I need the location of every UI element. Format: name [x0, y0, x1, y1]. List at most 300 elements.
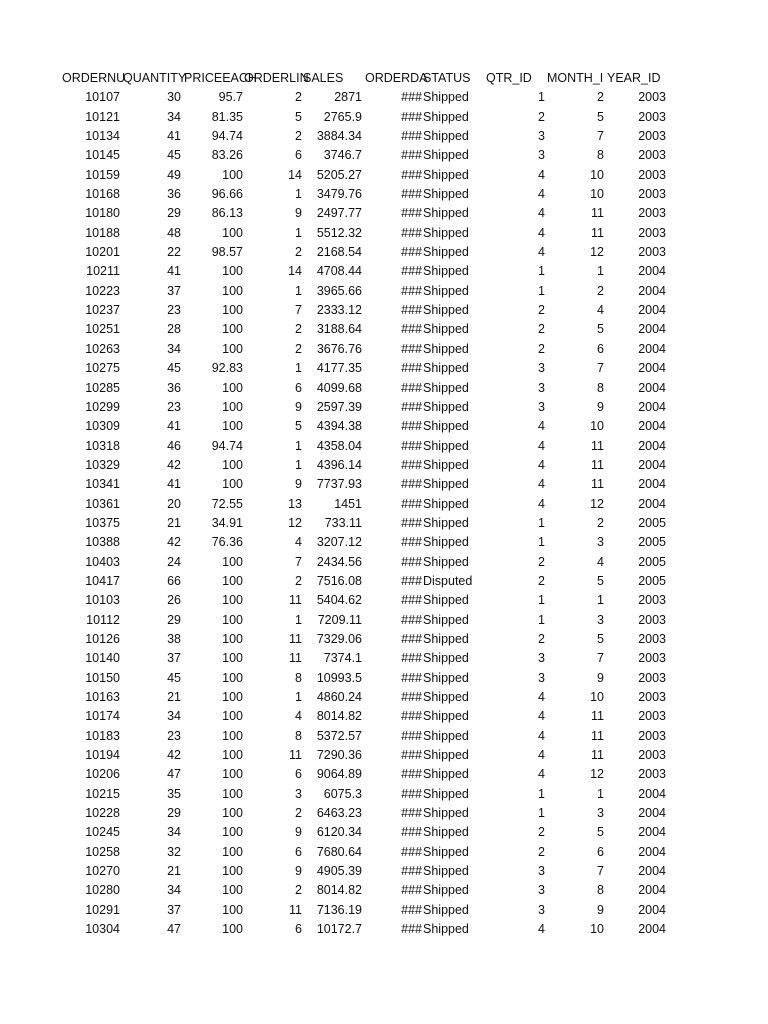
price-each-cell: 92.83 — [211, 361, 243, 376]
order-number-cell: 10258 — [85, 844, 120, 859]
price-each-cell: 100 — [222, 419, 243, 434]
qtr-id-cell: 2 — [538, 341, 545, 356]
price-each-cell: 34.91 — [211, 515, 243, 530]
status-cell: Shipped — [423, 728, 469, 743]
qtr-id-cell: 4 — [538, 225, 545, 240]
quantity-cell: 45 — [167, 670, 181, 685]
column-header: PRICEEACH — [184, 71, 257, 85]
table-row — [62, 533, 672, 552]
sales-cell: 733.11 — [324, 515, 362, 530]
status-cell: Shipped — [423, 593, 469, 608]
price-each-cell: 100 — [222, 748, 243, 763]
order-number-cell: 10145 — [85, 148, 120, 163]
table-row — [62, 630, 672, 649]
order-date-cell: ### — [401, 167, 422, 182]
month-id-cell: 10 — [590, 167, 604, 182]
table-row — [62, 901, 672, 920]
sales-cell: 2168.54 — [316, 245, 362, 260]
column-header: QTR_ID — [486, 71, 532, 85]
year-id-cell: 2005 — [638, 573, 666, 588]
column-header: STATUS — [423, 71, 471, 85]
status-cell: Shipped — [423, 902, 469, 917]
status-cell: Shipped — [423, 631, 469, 646]
order-line-cell: 8 — [295, 728, 302, 743]
year-id-cell: 2004 — [638, 883, 666, 898]
sales-cell: 7374.1 — [323, 651, 362, 666]
quantity-cell: 47 — [167, 922, 181, 937]
table-row — [62, 359, 672, 378]
price-each-cell: 76.36 — [211, 535, 243, 550]
qtr-id-cell: 4 — [538, 748, 545, 763]
year-id-cell: 2004 — [638, 902, 666, 917]
qtr-id-cell: 3 — [538, 902, 545, 917]
price-each-cell: 100 — [222, 303, 243, 318]
table-row — [62, 843, 672, 862]
sales-cell: 4099.68 — [316, 380, 362, 395]
sales-cell: 5404.62 — [316, 593, 362, 608]
status-cell: Shipped — [423, 864, 469, 879]
qtr-id-cell: 1 — [538, 515, 545, 530]
qtr-id-cell: 1 — [538, 283, 545, 298]
quantity-cell: 23 — [167, 303, 181, 318]
table-row — [62, 224, 672, 243]
order-number-cell: 10361 — [85, 496, 120, 511]
quantity-cell: 32 — [167, 844, 181, 859]
status-cell: Shipped — [423, 806, 469, 821]
price-each-cell: 100 — [222, 554, 243, 569]
month-id-cell: 8 — [597, 148, 604, 163]
price-each-cell: 100 — [222, 631, 243, 646]
month-id-cell: 5 — [597, 322, 604, 337]
qtr-id-cell: 3 — [538, 670, 545, 685]
order-date-cell: ### — [401, 380, 422, 395]
order-date-cell: ### — [401, 922, 422, 937]
table-row — [62, 611, 672, 630]
month-id-cell: 10 — [590, 922, 604, 937]
order-line-cell: 9 — [295, 825, 302, 840]
order-number-cell: 10237 — [85, 303, 120, 318]
status-cell: Shipped — [423, 844, 469, 859]
quantity-cell: 46 — [167, 438, 181, 453]
quantity-cell: 29 — [167, 206, 181, 221]
status-cell: Shipped — [423, 399, 469, 414]
order-date-cell: ### — [401, 341, 422, 356]
table-row — [62, 823, 672, 842]
order-line-cell: 9 — [295, 206, 302, 221]
month-id-cell: 11 — [591, 709, 604, 724]
table-row — [62, 456, 672, 475]
order-line-cell: 6 — [295, 380, 302, 395]
table-row — [62, 920, 672, 939]
year-id-cell: 2003 — [638, 90, 666, 105]
order-date-cell: ### — [401, 748, 422, 763]
quantity-cell: 48 — [167, 225, 181, 240]
status-cell: Shipped — [423, 767, 469, 782]
sales-cell: 7329.06 — [316, 631, 362, 646]
table-row — [62, 204, 672, 223]
sales-cell: 8014.82 — [316, 709, 362, 724]
qtr-id-cell: 4 — [538, 438, 545, 453]
order-line-cell: 6 — [295, 844, 302, 859]
price-each-cell: 95.7 — [218, 90, 243, 105]
price-each-cell: 100 — [222, 844, 243, 859]
order-number-cell: 10134 — [85, 129, 120, 144]
qtr-id-cell: 4 — [538, 728, 545, 743]
order-date-cell: ### — [401, 535, 422, 550]
month-id-cell: 7 — [597, 129, 604, 144]
month-id-cell: 10 — [590, 419, 604, 434]
month-id-cell: 6 — [597, 341, 604, 356]
month-id-cell: 12 — [590, 767, 604, 782]
order-line-cell: 2 — [295, 90, 302, 105]
order-date-cell: ### — [401, 709, 422, 724]
year-id-cell: 2003 — [638, 245, 666, 260]
price-each-cell: 100 — [222, 573, 243, 588]
column-header: ORDERNU — [62, 71, 126, 85]
order-date-cell: ### — [401, 786, 422, 801]
qtr-id-cell: 2 — [538, 109, 545, 124]
sales-cell: 5372.57 — [316, 728, 362, 743]
order-line-cell: 11 — [289, 902, 302, 917]
table-row — [62, 301, 672, 320]
table-row — [62, 669, 672, 688]
qtr-id-cell: 3 — [538, 651, 545, 666]
status-cell: Shipped — [423, 225, 469, 240]
column-header: ORDERDA — [365, 71, 428, 85]
month-id-cell: 11 — [591, 477, 604, 492]
order-date-cell: ### — [401, 864, 422, 879]
table-row — [62, 572, 672, 591]
order-number-cell: 10188 — [85, 225, 120, 240]
qtr-id-cell: 2 — [538, 303, 545, 318]
order-line-cell: 9 — [295, 864, 302, 879]
price-each-cell: 100 — [222, 380, 243, 395]
order-line-cell: 1 — [295, 457, 302, 472]
order-line-cell: 6 — [295, 922, 302, 937]
order-line-cell: 2 — [295, 883, 302, 898]
order-number-cell: 10403 — [85, 554, 120, 569]
order-line-cell: 8 — [295, 670, 302, 685]
order-date-cell: ### — [401, 806, 422, 821]
sales-cell: 5205.27 — [316, 167, 362, 182]
price-each-cell: 86.13 — [211, 206, 243, 221]
table-row — [62, 591, 672, 610]
sales-cell: 3676.76 — [316, 341, 362, 356]
order-line-cell: 1 — [295, 612, 302, 627]
month-id-cell: 2 — [597, 90, 604, 105]
qtr-id-cell: 4 — [538, 477, 545, 492]
qtr-id-cell: 3 — [538, 864, 545, 879]
price-each-cell: 100 — [222, 477, 243, 492]
quantity-cell: 26 — [167, 593, 181, 608]
qtr-id-cell: 1 — [538, 786, 545, 801]
order-number-cell: 10112 — [86, 612, 120, 627]
order-number-cell: 10375 — [85, 515, 120, 530]
order-line-cell: 1 — [295, 225, 302, 240]
order-date-cell: ### — [401, 225, 422, 240]
price-each-cell: 81.35 — [211, 109, 243, 124]
month-id-cell: 11 — [591, 438, 604, 453]
header-row — [62, 69, 672, 88]
order-line-cell: 14 — [288, 167, 302, 182]
year-id-cell: 2004 — [638, 438, 666, 453]
month-id-cell: 4 — [597, 554, 604, 569]
qtr-id-cell: 1 — [538, 593, 545, 608]
order-date-cell: ### — [401, 767, 422, 782]
price-each-cell: 100 — [222, 767, 243, 782]
status-cell: Shipped — [423, 303, 469, 318]
price-each-cell: 100 — [222, 883, 243, 898]
order-date-cell: ### — [401, 148, 422, 163]
order-number-cell: 10318 — [85, 438, 120, 453]
year-id-cell: 2003 — [638, 187, 666, 202]
year-id-cell: 2003 — [638, 612, 666, 627]
table-row — [62, 379, 672, 398]
order-line-cell: 2 — [295, 341, 302, 356]
year-id-cell: 2003 — [638, 167, 666, 182]
year-id-cell: 2005 — [638, 515, 666, 530]
quantity-cell: 22 — [167, 245, 181, 260]
order-line-cell: 6 — [295, 767, 302, 782]
sales-cell: 4708.44 — [316, 264, 362, 279]
order-line-cell: 4 — [295, 535, 302, 550]
order-number-cell: 10388 — [85, 535, 120, 550]
sales-cell: 2333.12 — [316, 303, 362, 318]
month-id-cell: 7 — [597, 864, 604, 879]
quantity-cell: 42 — [167, 535, 181, 550]
table-row — [62, 417, 672, 436]
sales-cell: 7680.64 — [316, 844, 362, 859]
sales-cell: 6463.23 — [316, 806, 362, 821]
price-each-cell: 100 — [222, 593, 243, 608]
order-date-cell: ### — [401, 651, 422, 666]
price-each-cell: 100 — [222, 225, 243, 240]
year-id-cell: 2004 — [638, 922, 666, 937]
table-row — [62, 649, 672, 668]
quantity-cell: 37 — [167, 651, 181, 666]
month-id-cell: 11 — [591, 728, 604, 743]
table-row — [62, 862, 672, 881]
table-row — [62, 185, 672, 204]
quantity-cell: 28 — [167, 322, 181, 337]
order-line-cell: 2 — [295, 806, 302, 821]
order-line-cell: 9 — [295, 399, 302, 414]
order-line-cell: 1 — [295, 361, 302, 376]
year-id-cell: 2004 — [638, 380, 666, 395]
order-line-cell: 11 — [289, 631, 302, 646]
table-row — [62, 108, 672, 127]
order-number-cell: 10285 — [85, 380, 120, 395]
year-id-cell: 2004 — [638, 844, 666, 859]
qtr-id-cell: 2 — [538, 844, 545, 859]
quantity-cell: 35 — [167, 786, 181, 801]
quantity-cell: 36 — [167, 187, 181, 202]
status-cell: Shipped — [423, 670, 469, 685]
status-cell: Shipped — [423, 206, 469, 221]
year-id-cell: 2003 — [638, 109, 666, 124]
month-id-cell: 2 — [597, 283, 604, 298]
qtr-id-cell: 2 — [538, 631, 545, 646]
month-id-cell: 8 — [597, 883, 604, 898]
quantity-cell: 29 — [167, 806, 181, 821]
year-id-cell: 2004 — [638, 864, 666, 879]
order-number-cell: 10251 — [85, 322, 120, 337]
month-id-cell: 7 — [597, 361, 604, 376]
table-row — [62, 804, 672, 823]
table-row — [62, 127, 672, 146]
quantity-cell: 37 — [167, 902, 181, 917]
order-number-cell: 10107 — [85, 90, 120, 105]
price-each-cell: 100 — [222, 786, 243, 801]
order-number-cell: 10159 — [85, 167, 120, 182]
column-header: YEAR_ID — [607, 71, 661, 85]
order-number-cell: 10103 — [85, 593, 120, 608]
price-each-cell: 98.57 — [211, 245, 243, 260]
order-number-cell: 10194 — [85, 748, 120, 763]
price-each-cell: 100 — [222, 283, 243, 298]
year-id-cell: 2003 — [638, 206, 666, 221]
order-date-cell: ### — [401, 477, 422, 492]
qtr-id-cell: 2 — [538, 322, 545, 337]
order-date-cell: ### — [401, 109, 422, 124]
order-line-cell: 2 — [295, 129, 302, 144]
month-id-cell: 9 — [597, 399, 604, 414]
order-number-cell: 10245 — [85, 825, 120, 840]
status-cell: Shipped — [423, 129, 469, 144]
order-date-cell: ### — [401, 690, 422, 704]
order-date-cell: ### — [401, 593, 422, 608]
year-id-cell: 2003 — [638, 709, 666, 724]
order-line-cell: 11 — [289, 651, 302, 666]
month-id-cell: 6 — [597, 844, 604, 859]
month-id-cell: 9 — [597, 670, 604, 685]
quantity-cell: 21 — [167, 515, 181, 530]
order-date-cell: ### — [401, 245, 422, 260]
status-cell: Shipped — [423, 612, 469, 627]
price-each-cell: 100 — [222, 825, 243, 840]
table-row — [62, 262, 672, 281]
year-id-cell: 2005 — [638, 554, 666, 569]
order-number-cell: 10223 — [85, 283, 120, 298]
order-number-cell: 10275 — [85, 361, 120, 376]
year-id-cell: 2004 — [638, 806, 666, 821]
quantity-cell: 41 — [167, 419, 181, 434]
table-row — [62, 282, 672, 301]
quantity-cell: 29 — [167, 612, 181, 627]
table-row — [62, 785, 672, 804]
price-each-cell: 100 — [222, 457, 243, 472]
year-id-cell: 2004 — [638, 399, 666, 414]
status-cell: Shipped — [423, 167, 469, 182]
qtr-id-cell: 1 — [538, 806, 545, 821]
quantity-cell: 41 — [167, 129, 181, 144]
qtr-id-cell: 4 — [538, 187, 545, 202]
status-cell: Shipped — [423, 690, 469, 704]
status-cell: Shipped — [423, 786, 469, 801]
status-cell: Shipped — [423, 748, 469, 763]
month-id-cell: 9 — [597, 902, 604, 917]
sales-cell: 2871 — [334, 90, 362, 105]
order-line-cell: 14 — [288, 264, 302, 279]
price-each-cell: 83.26 — [211, 148, 243, 163]
order-date-cell: ### — [401, 90, 422, 105]
status-cell: Shipped — [423, 380, 469, 395]
order-line-cell: 2 — [295, 573, 302, 588]
order-line-cell: 4 — [295, 709, 302, 724]
quantity-cell: 42 — [167, 748, 181, 763]
month-id-cell: 2 — [597, 515, 604, 530]
quantity-cell: 66 — [167, 573, 181, 588]
table-row — [62, 320, 672, 339]
column-header: SALES — [303, 71, 344, 85]
order-date-cell: ### — [401, 844, 422, 859]
table-row — [62, 688, 672, 707]
sales-cell: 7737.93 — [316, 477, 362, 492]
qtr-id-cell: 2 — [538, 825, 545, 840]
qtr-id-cell: 4 — [538, 206, 545, 221]
quantity-cell: 34 — [167, 825, 181, 840]
month-id-cell: 4 — [597, 303, 604, 318]
qtr-id-cell: 1 — [538, 612, 545, 627]
year-id-cell: 2004 — [638, 361, 666, 376]
month-id-cell: 10 — [590, 187, 604, 202]
status-cell: Shipped — [423, 419, 469, 434]
order-number-cell: 10280 — [85, 883, 120, 898]
order-line-cell: 3 — [295, 786, 302, 801]
price-each-cell: 100 — [222, 690, 243, 704]
month-id-cell: 3 — [597, 806, 604, 821]
sales-cell: 10172.7 — [316, 922, 362, 937]
year-id-cell: 2004 — [638, 457, 666, 472]
sales-cell: 7136.19 — [316, 902, 362, 917]
status-cell: Shipped — [423, 322, 469, 337]
month-id-cell: 11 — [591, 748, 604, 763]
order-date-cell: ### — [401, 515, 422, 530]
order-line-cell: 2 — [295, 245, 302, 260]
status-cell: Shipped — [423, 554, 469, 569]
quantity-cell: 42 — [167, 457, 181, 472]
qtr-id-cell: 4 — [538, 457, 545, 472]
sales-cell: 7516.08 — [316, 573, 362, 588]
qtr-id-cell: 3 — [538, 361, 545, 376]
price-each-cell: 94.74 — [211, 129, 243, 144]
qtr-id-cell: 3 — [538, 129, 545, 144]
sales-cell: 4358.04 — [316, 438, 362, 453]
order-line-cell: 12 — [288, 515, 302, 530]
year-id-cell: 2004 — [638, 322, 666, 337]
order-line-cell: 1 — [295, 283, 302, 298]
month-id-cell: 5 — [597, 109, 604, 124]
status-cell: Shipped — [423, 264, 469, 279]
qtr-id-cell: 3 — [538, 883, 545, 898]
quantity-cell: 36 — [167, 380, 181, 395]
year-id-cell: 2004 — [638, 341, 666, 356]
order-date-cell: ### — [401, 438, 422, 453]
month-id-cell: 5 — [597, 573, 604, 588]
qtr-id-cell: 1 — [538, 90, 545, 105]
order-date-cell: ### — [401, 825, 422, 840]
order-number-cell: 10206 — [85, 767, 120, 782]
month-id-cell: 11 — [591, 225, 604, 240]
table-row — [62, 340, 672, 359]
order-line-cell: 11 — [289, 748, 302, 763]
sales-cell: 2497.77 — [316, 206, 362, 221]
order-date-cell: ### — [401, 303, 422, 318]
month-id-cell: 7 — [597, 651, 604, 666]
order-number-cell: 10121 — [85, 109, 120, 124]
sales-cell: 3207.12 — [316, 535, 362, 550]
sales-cell: 8014.82 — [316, 883, 362, 898]
